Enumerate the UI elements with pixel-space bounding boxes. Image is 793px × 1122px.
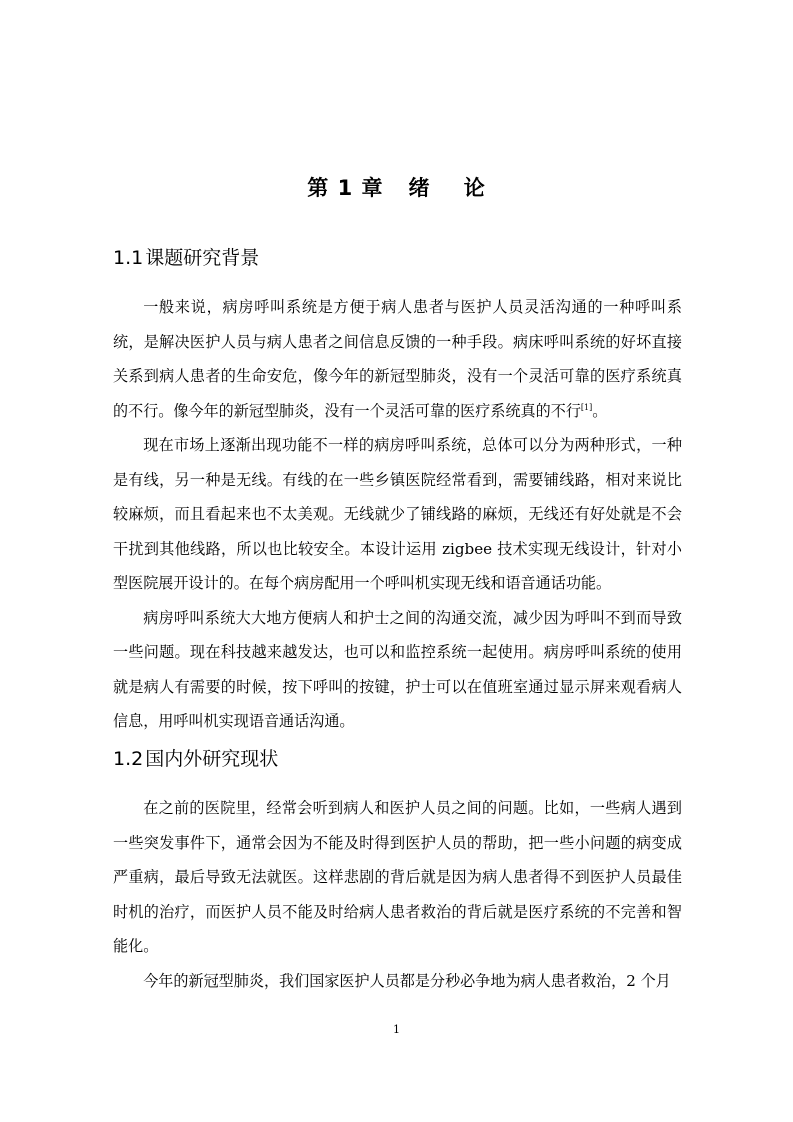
- paragraph: [113, 964, 682, 999]
- section-title: 国内外研究现状: [145, 748, 279, 770]
- section-body-1-2: [113, 791, 682, 998]
- paragraph: [113, 791, 682, 964]
- paragraph: [113, 601, 682, 739]
- section-body-1-1: [113, 290, 682, 739]
- section-number: 1.2: [113, 748, 144, 770]
- citation-marker[interactable]: [1]: [580, 402, 593, 412]
- chapter-title: 第 1 章 绪 论: [307, 176, 486, 200]
- paragraph: [113, 428, 682, 601]
- paragraph: [113, 290, 682, 428]
- section-heading-1-1: [113, 243, 259, 270]
- paragraph-text: 今年的新冠型肺炎，我们国家医护人员都是分秒必争地为病人患者救治，2 个月: [143, 971, 671, 990]
- paragraph-text: 现在市场上逐渐出现功能不一样的病房呼叫系统，总体可以分为两种形式，一种是有线，另一种是无线。有线的在一些乡镇医院经常看到，需要铺线路，相对来说比较麻烦，而且看起来也不太美观。无线就少了铺线路的麻烦，无线还有好处就是不会干扰到其他线路，所以也比较安全。本设计运用 zigbee 技术实现无线设计，针对小型医院展开设计的。在每个病房配用一个呼叫机实现无线和语音通话功能。: [113, 436, 682, 592]
- section-title: 课题研究背景: [145, 247, 260, 269]
- page-number: 1: [393, 1023, 400, 1036]
- paragraph-text: 在之前的医院里，经常会听到病人和医护人员之间的问题。比如，一些病人遇到一些突发事件下，通常会因为不能及时得到医护人员的帮助，把一些小问题的病变成严重病，最后导致无法就医。这样悲剧的背后就是因为病人患者得不到医护人员最佳时机的治疗，而医护人员不能及时给病人患者救治的背后就是医疗系统的不完善和智能化。: [113, 799, 682, 955]
- paragraph-tail: 。: [592, 401, 608, 420]
- section-number: 1.1: [113, 247, 144, 269]
- paragraph-text: 一般来说，病房呼叫系统是方便于病人患者与医护人员灵活沟通的一种呼叫系统，是解决医护人员与病人患者之间信息反馈的一种手段。病床呼叫系统的好坏直接关系到病人患者的生命安危，像今年的新冠型肺炎，没有一个灵活可靠的医疗系统真的不行。像今年的新冠型肺炎，没有一个灵活可靠的医疗系统真的不行: [113, 298, 682, 420]
- paragraph-text: 病房呼叫系统大大地方便病人和护士之间的沟通交流，减少因为呼叫不到而导致一些问题。现在科技越来越发达，也可以和监控系统一起使用。病房呼叫系统的使用就是病人有需要的时候，按下呼叫的按键，护士可以在值班室通过显示屏来观看病人信息，用呼叫机实现语音通话沟通。: [113, 608, 682, 730]
- section-heading-1-2: [113, 744, 278, 771]
